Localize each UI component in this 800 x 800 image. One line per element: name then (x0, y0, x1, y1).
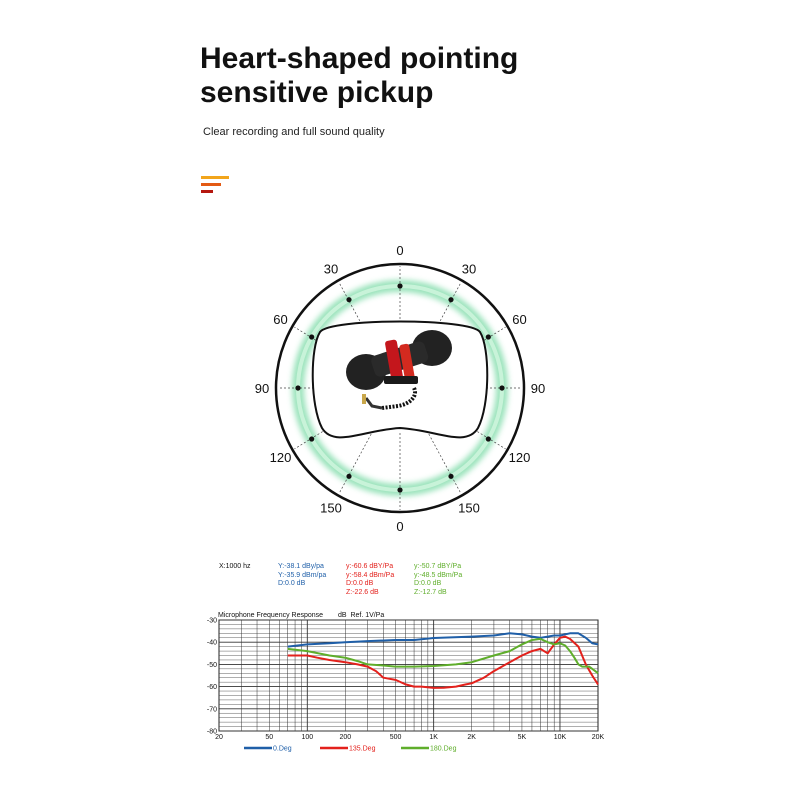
readout-135-line-2: y:-58.4 dBm/Pa (346, 571, 395, 579)
y-tick-label: -60 (206, 684, 217, 692)
y-tick-label: -40 (206, 639, 217, 647)
page-subtitle: Clear recording and full sound quality (203, 126, 385, 138)
readout-180-line-1: y:-50.7 dBY/Pa (414, 563, 462, 570)
chart-series (288, 633, 598, 688)
polar-angle-label: 90 (254, 381, 270, 396)
polar-angle-label: 0 (396, 243, 404, 258)
x-tick-label: 500 (389, 734, 402, 741)
readout-180-line-3: D:0.0 dB (414, 580, 442, 588)
chart-title: Microphone Frequency Response (218, 612, 324, 619)
readout-x-label: X:1000 hz (219, 563, 251, 570)
x-tick-label: 5K (517, 734, 527, 741)
polar-angle-label: 0 (396, 519, 404, 534)
x-tick-label: 20K (591, 734, 605, 741)
polar-angle-label: 30 (461, 261, 477, 277)
x-tick-label: 100 (301, 734, 314, 741)
legend-label-0: 0.Deg (273, 745, 292, 753)
readout-135-line-3: D:0.0 dB (346, 580, 374, 588)
polar-angle-label: 150 (458, 500, 480, 516)
readout-180-line-4: Z:-12.7 dB (414, 588, 447, 596)
chart-frame (219, 620, 598, 731)
x-tick-label: 50 (265, 734, 274, 741)
y-tick-label: -70 (206, 706, 217, 714)
x-tick-label: 1K (429, 734, 438, 741)
chart-ylabel: dB Ref. 1V/Pa (338, 612, 385, 619)
title-line-2: sensitive pickup (200, 76, 434, 109)
series-line-0 (288, 633, 598, 646)
x-tick-label: 2K (467, 734, 476, 741)
polar-angle-label: 120 (508, 450, 531, 465)
y-tick-label: -30 (206, 617, 217, 625)
readout-135-line-4: Z:-22.6 dB (346, 588, 379, 596)
readout-135-line-1: y:-60.6 dBY/Pa (346, 563, 394, 570)
legend-label-2: 180.Deg (430, 745, 457, 753)
legend-label-1: 135.Deg (349, 745, 376, 753)
polar-angle-label: 120 (269, 450, 292, 465)
readout-180-line-2: y:-48.5 dBm/Pa (414, 571, 463, 579)
readout-0-line-2: Y:-35.9 dBm/pa (278, 571, 327, 579)
x-tick-label: 20 (215, 734, 223, 741)
x-tick-label: 10K (553, 734, 567, 741)
y-tick-label: -80 (206, 728, 217, 736)
polar-angle-label: 90 (530, 381, 546, 396)
polar-angle-label: 30 (323, 261, 339, 277)
series-line-2 (288, 639, 598, 673)
title-line-1: Heart-shaped pointing (200, 42, 519, 75)
readout-0-line-3: D:0.0 dB (278, 580, 306, 588)
readout-0-line-1: Y:-38.1 dBy/pa (278, 563, 324, 570)
chart-legend (244, 746, 457, 753)
x-tick-label: 200 (339, 734, 352, 741)
polar-angle-label: 60 (512, 312, 527, 327)
polar-angle-label: 150 (320, 500, 342, 516)
polar-angle-label: 60 (273, 312, 288, 327)
y-tick-label: -50 (206, 661, 217, 669)
chart-grid (219, 620, 598, 731)
